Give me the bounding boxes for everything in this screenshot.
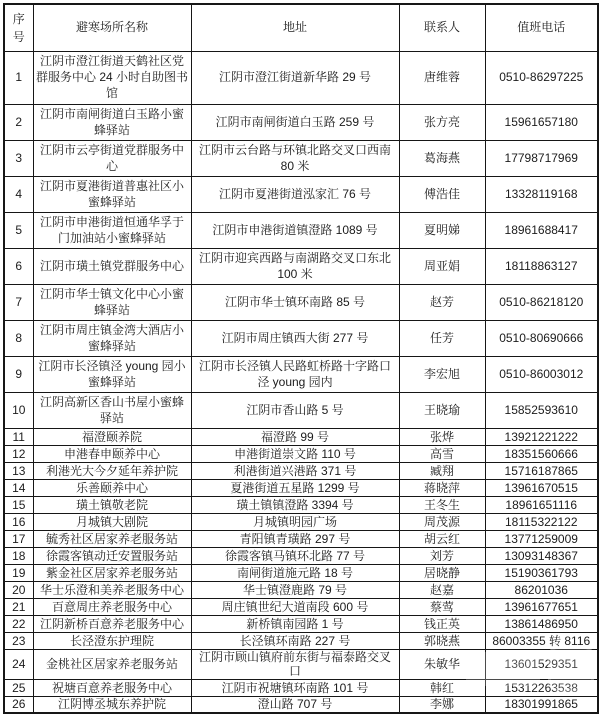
cell-address: 江阴市申港街道镇澄路 1089 号 [191, 213, 399, 249]
table-row [4, 650, 598, 680]
cell-contact: 王冬生 [399, 497, 485, 514]
cell-address: 江阴市澄江街道新华路 29 号 [191, 52, 399, 105]
cell-address: 利港街道兴港路 371 号 [191, 463, 399, 480]
cell-address: 青阳镇青璜路 297 号 [191, 531, 399, 548]
cell-name: 乐善颐养中心 [33, 480, 191, 497]
cell-contact: 臧翔 [399, 463, 485, 480]
cell-contact: 葛海燕 [399, 141, 485, 177]
cell-contact: 张方亮 [399, 105, 485, 141]
cell-address: 徐霞客镇马镇环北路 77 号 [191, 548, 399, 565]
cell-phone: 0510-86003012 [485, 357, 598, 393]
cell-contact: 傅浩佳 [399, 177, 485, 213]
cell-name: 江阴市南闸街道白玉路小蜜蜂驿站 [33, 105, 191, 141]
cell-contact: 唐维蓉 [399, 52, 485, 105]
cell-phone: 15961657180 [485, 105, 598, 141]
cell-name: 金桃社区居家养老服务站 [33, 650, 191, 680]
cell-phone: 13861486950 [485, 616, 598, 633]
cell-name: 申港春申颐养中心 [33, 446, 191, 463]
cell-address: 福澄路 99 号 [191, 429, 399, 446]
cell-phone: 15190361793 [485, 565, 598, 582]
cell-address: 江阴市周庄镇西大街 277 号 [191, 321, 399, 357]
cell-address: 璜土镇镇澄路 3394 号 [191, 497, 399, 514]
cell-address: 长泾镇环南路 227 号 [191, 633, 399, 650]
cell-seq: 9 [4, 357, 33, 393]
table-row [4, 357, 598, 393]
cell-seq: 13 [4, 463, 33, 480]
cell-phone: 0510-80690666 [485, 321, 598, 357]
cell-phone: 15852593610 [485, 393, 598, 429]
cell-seq: 2 [4, 105, 33, 141]
cell-phone: 18961651116 [485, 497, 598, 514]
table-row [4, 514, 598, 531]
cell-seq: 11 [4, 429, 33, 446]
cell-phone: 18351560666 [485, 446, 598, 463]
cell-contact: 居晓静 [399, 565, 485, 582]
cell-contact: 周亚娟 [399, 249, 485, 285]
cell-seq: 7 [4, 285, 33, 321]
table-row [4, 599, 598, 616]
cell-seq: 5 [4, 213, 33, 249]
cell-address: 江阴市迎宾西路与南湖路交叉口东北 100 米 [191, 249, 399, 285]
cell-address: 江阴市祝塘镇环南路 101 号 [191, 679, 399, 696]
cell-contact: 王晓瑜 [399, 393, 485, 429]
table-row [4, 497, 598, 514]
cell-seq: 10 [4, 393, 33, 429]
cell-address: 华士镇澄鹿路 79 号 [191, 582, 399, 599]
cell-seq: 4 [4, 177, 33, 213]
cell-address: 夏港街道五星路 1299 号 [191, 480, 399, 497]
cell-name: 毓秀社区居家养老服务站 [33, 531, 191, 548]
cell-name: 江阴市华士镇文化中心小蜜蜂驿站 [33, 285, 191, 321]
cell-name: 江阴市周庄镇金湾大酒店小蜜蜂驿站 [33, 321, 191, 357]
cell-address: 江阴市香山路 5 号 [191, 393, 399, 429]
table-row [4, 531, 598, 548]
cell-phone: 15716187865 [485, 463, 598, 480]
cell-phone: 13601529351 [485, 650, 598, 680]
cell-address: 周庄镇世纪大道南段 600 号 [191, 599, 399, 616]
cell-contact: 赵嘉 [399, 582, 485, 599]
header-seq [4, 4, 33, 52]
table-row [4, 548, 598, 565]
cell-seq: 19 [4, 565, 33, 582]
cell-contact: 赵芳 [399, 285, 485, 321]
table-row [4, 141, 598, 177]
header-row [4, 4, 598, 52]
table-row [4, 616, 598, 633]
header-phone: 值班电话 [485, 4, 598, 52]
cell-seq: 6 [4, 249, 33, 285]
cell-seq: 3 [4, 141, 33, 177]
table-row [4, 177, 598, 213]
cell-seq: 1 [4, 52, 33, 105]
cell-name: 江阴市申港街道恒通华孚于门加油站小蜜蜂驿站 [33, 213, 191, 249]
cell-phone: 0510-86218120 [485, 285, 598, 321]
cell-phone: 13961677651 [485, 599, 598, 616]
cell-address: 江阴市顾山镇府前东街与福泰路交叉口 [191, 650, 399, 680]
cell-name: 利港光大今夕延年养护院 [33, 463, 191, 480]
table-row [4, 393, 598, 429]
cell-address: 江阴市华士镇环南路 85 号 [191, 285, 399, 321]
cell-address: 江阴市夏港街道泓家汇 76 号 [191, 177, 399, 213]
cell-name: 江阴市长泾镇泾 young 园小蜜蜂驿站 [33, 357, 191, 393]
cell-contact: 蒋晓萍 [399, 480, 485, 497]
header-seq-label: 序号 [12, 12, 25, 44]
cell-seq: 8 [4, 321, 33, 357]
cell-address: 月城镇明园广场 [191, 514, 399, 531]
cell-address: 江阴市云台路与环镇北路交叉口西南 80 米 [191, 141, 399, 177]
cell-name: 江阴市夏港街道普惠社区小蜜蜂驿站 [33, 177, 191, 213]
cell-contact: 蔡莺 [399, 599, 485, 616]
cell-name: 江阴新桥百意养老服务中心 [33, 616, 191, 633]
cell-seq: 16 [4, 514, 33, 531]
cell-seq: 14 [4, 480, 33, 497]
cell-name: 紫金社区居家养老服务站 [33, 565, 191, 582]
table-row [4, 696, 598, 713]
cell-seq: 20 [4, 582, 33, 599]
cell-name: 百意周庄养老服务中心 [33, 599, 191, 616]
cell-contact: 韩红 [399, 679, 485, 696]
table-header [4, 4, 598, 52]
cell-phone: 17798717969 [485, 141, 598, 177]
cell-contact: 张烨 [399, 429, 485, 446]
cell-contact: 钱正英 [399, 616, 485, 633]
cell-contact: 李娜 [399, 696, 485, 713]
table-row [4, 679, 598, 696]
cell-address: 江阴市长泾镇人民路虹桥路十字路口泾 young 园内 [191, 357, 399, 393]
cell-phone: 13921221222 [485, 429, 598, 446]
cell-seq: 18 [4, 548, 33, 565]
cell-phone: 0510-86297225 [485, 52, 598, 105]
cell-seq: 12 [4, 446, 33, 463]
cell-seq: 23 [4, 633, 33, 650]
cell-address: 申港街道崇文路 110 号 [191, 446, 399, 463]
table-row [4, 213, 598, 249]
cell-name: 华士乐澄和美养老服务中心 [33, 582, 191, 599]
cell-name: 长泾澄东护理院 [33, 633, 191, 650]
table-row [4, 633, 598, 650]
cell-name: 福澄颐养院 [33, 429, 191, 446]
shelter-table [3, 3, 599, 714]
cell-seq: 25 [4, 679, 33, 696]
cell-address: 江阴市南闸街道白玉路 259 号 [191, 105, 399, 141]
cell-seq: 15 [4, 497, 33, 514]
cell-seq: 22 [4, 616, 33, 633]
cell-phone: 13961670515 [485, 480, 598, 497]
cell-name: 月城镇大剧院 [33, 514, 191, 531]
cell-phone: 86201036 [485, 582, 598, 599]
cell-contact: 夏明娣 [399, 213, 485, 249]
table-row [4, 249, 598, 285]
cell-phone: 15312263538 [485, 679, 598, 696]
cell-contact: 胡云红 [399, 531, 485, 548]
header-contact: 联系人 [399, 4, 485, 52]
cell-address: 新桥镇南园路 1 号 [191, 616, 399, 633]
cell-phone: 13771259009 [485, 531, 598, 548]
cell-phone: 86003355 转 8116 [485, 633, 598, 650]
cell-name: 祝塘百意养老服务中心 [33, 679, 191, 696]
table-row [4, 565, 598, 582]
cell-name: 江阴博丞城东养护院 [33, 696, 191, 713]
cell-name: 江阴市云亭街道党群服务中心 [33, 141, 191, 177]
cell-name: 江阴市璜土镇党群服务中心 [33, 249, 191, 285]
cell-address: 澄山路 707 号 [191, 696, 399, 713]
cell-contact: 高雪 [399, 446, 485, 463]
cell-phone: 13328119168 [485, 177, 598, 213]
cell-name: 江阴市澄江街道天鹤社区党群服务中心 24 小时自助图书馆 [33, 52, 191, 105]
table-body [4, 52, 598, 714]
cell-phone: 13093148367 [485, 548, 598, 565]
cell-contact: 刘芳 [399, 548, 485, 565]
cell-contact: 郭晓燕 [399, 633, 485, 650]
table-row [4, 285, 598, 321]
cell-address: 南闸街道施元路 18 号 [191, 565, 399, 582]
header-address: 地址 [191, 4, 399, 52]
cell-seq: 21 [4, 599, 33, 616]
cell-contact: 任芳 [399, 321, 485, 357]
cell-phone: 18961688417 [485, 213, 598, 249]
table-row [4, 582, 598, 599]
table-row [4, 429, 598, 446]
cell-name: 徐霞客镇动迁安置服务站 [33, 548, 191, 565]
cell-seq: 24 [4, 650, 33, 680]
cell-contact: 周茂源 [399, 514, 485, 531]
cell-phone: 18115322122 [485, 514, 598, 531]
cell-phone: 18118863127 [485, 249, 598, 285]
table-row [4, 446, 598, 463]
page [0, 3, 600, 712]
cell-seq: 26 [4, 696, 33, 713]
cell-contact: 朱敏华 [399, 650, 485, 680]
cell-contact: 李宏旭 [399, 357, 485, 393]
table-row [4, 463, 598, 480]
cell-phone: 18301991865 [485, 696, 598, 713]
table-row [4, 52, 598, 105]
table-row [4, 480, 598, 497]
table-row [4, 321, 598, 357]
cell-seq: 17 [4, 531, 33, 548]
table-row [4, 105, 598, 141]
cell-name: 江阴高新区香山书屋小蜜蜂驿站 [33, 393, 191, 429]
header-name: 避寒场所名称 [33, 4, 191, 52]
cell-name: 璜土镇敬老院 [33, 497, 191, 514]
